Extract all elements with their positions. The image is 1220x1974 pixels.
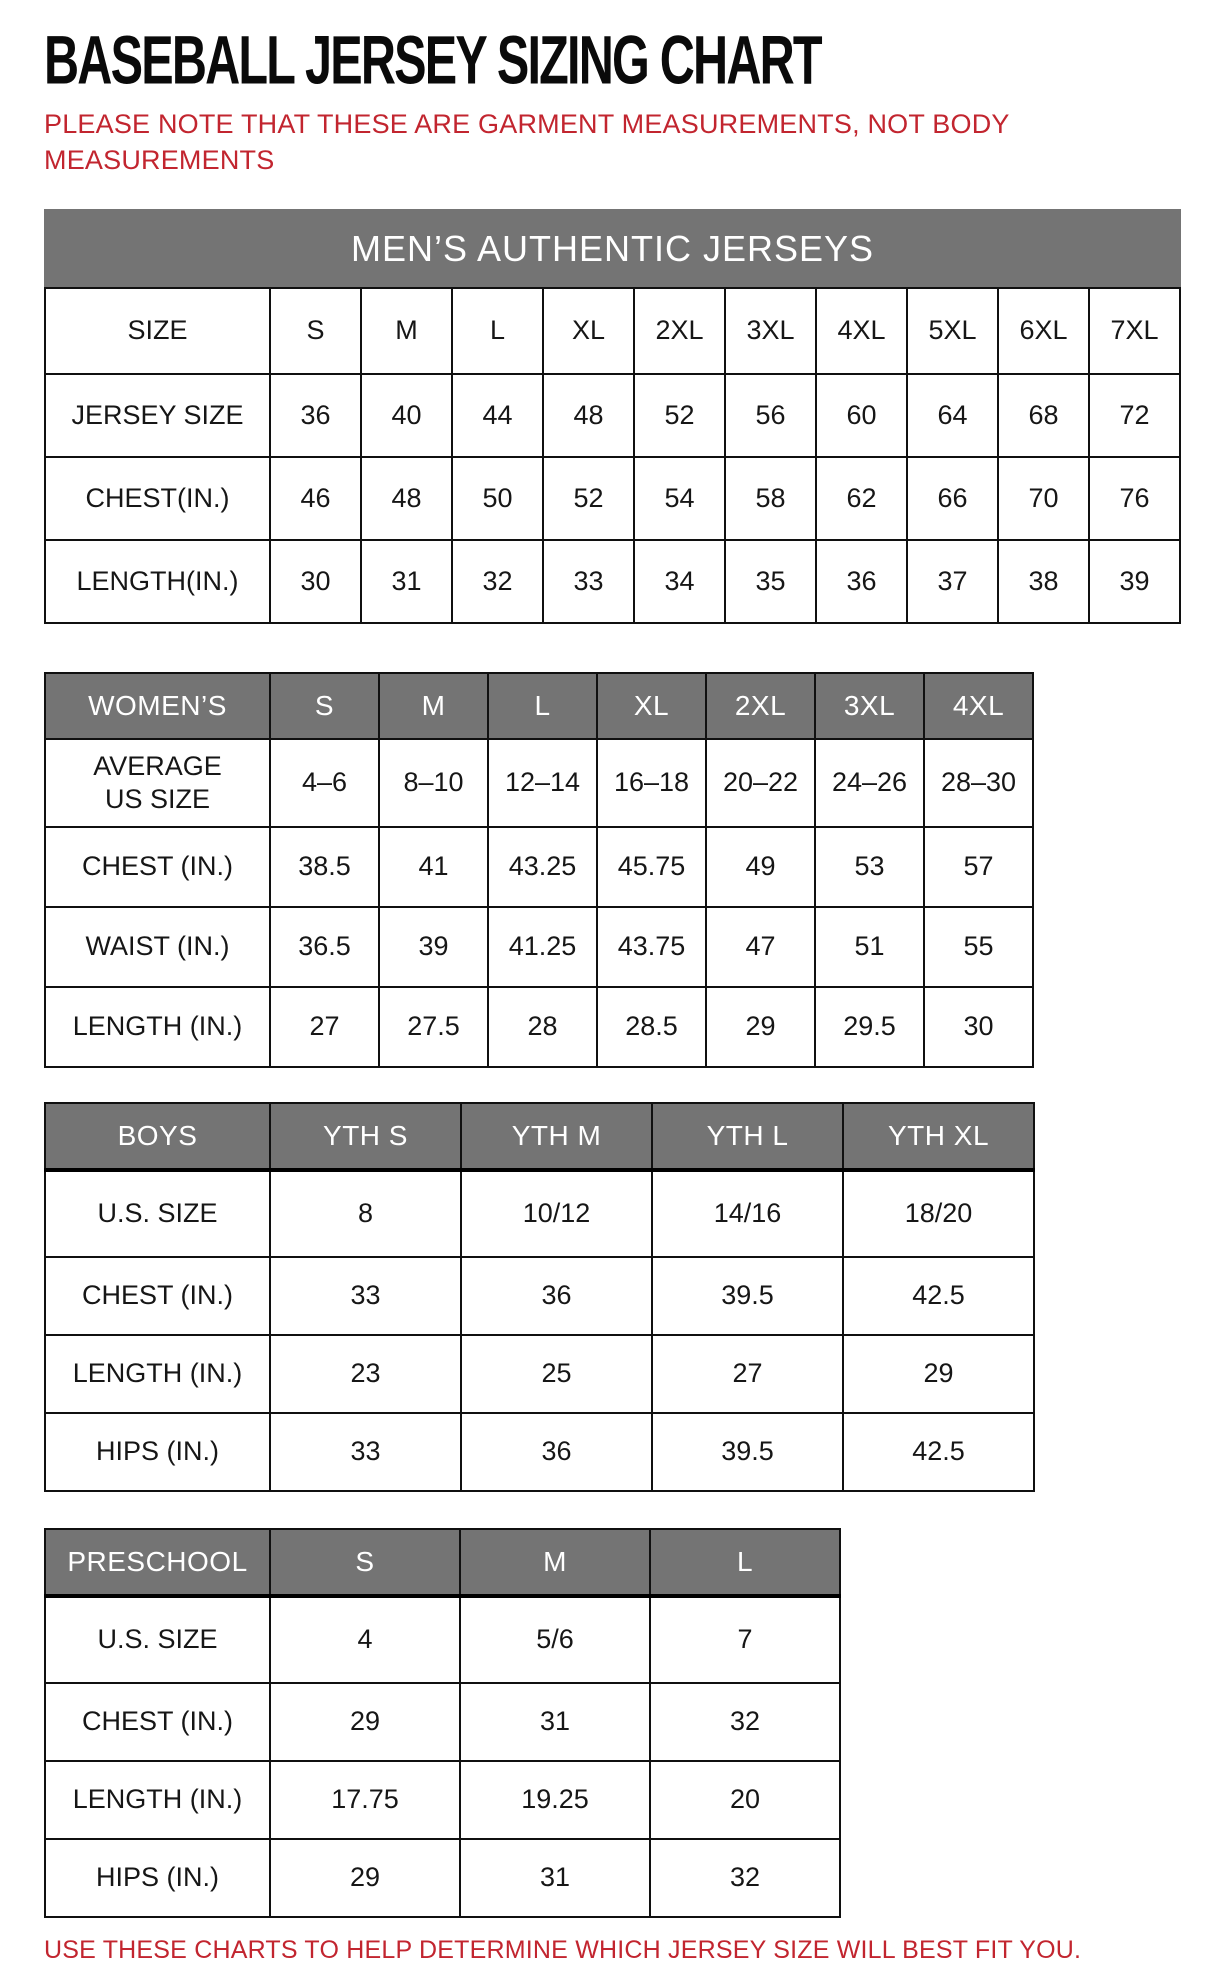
value-cell: 17.75 bbox=[270, 1761, 460, 1839]
value-cell: 27.5 bbox=[379, 987, 488, 1067]
table-row bbox=[45, 1257, 1034, 1335]
value-cell: 48 bbox=[543, 374, 634, 457]
preschool-header-row bbox=[45, 1529, 840, 1596]
value-cell: 40 bbox=[361, 374, 452, 457]
size-header-cell: 4XL bbox=[924, 673, 1033, 739]
table-row bbox=[45, 1170, 1034, 1257]
value-cell: 39.5 bbox=[652, 1413, 843, 1491]
table-row bbox=[45, 987, 1033, 1067]
table-row bbox=[45, 1839, 840, 1917]
value-cell: 76 bbox=[1089, 457, 1180, 540]
row-label: LENGTH (IN.) bbox=[45, 1335, 270, 1413]
value-cell: 41 bbox=[379, 827, 488, 907]
value-cell: 3XL bbox=[725, 288, 816, 374]
value-cell: 36 bbox=[461, 1413, 652, 1491]
value-cell: 30 bbox=[270, 540, 361, 623]
value-cell: 44 bbox=[452, 374, 543, 457]
value-cell: 7 bbox=[650, 1596, 840, 1683]
value-cell: S bbox=[270, 288, 361, 374]
row-label: CHEST(IN.) bbox=[45, 457, 270, 540]
value-cell: 30 bbox=[924, 987, 1033, 1067]
size-header-cell: S bbox=[270, 673, 379, 739]
preschool-header-label: PRESCHOOL bbox=[45, 1529, 270, 1596]
value-cell: 66 bbox=[907, 457, 998, 540]
value-cell: 29 bbox=[270, 1683, 460, 1761]
value-cell: 64 bbox=[907, 374, 998, 457]
value-cell: 34 bbox=[634, 540, 725, 623]
value-cell: 43.25 bbox=[488, 827, 597, 907]
value-cell: 23 bbox=[270, 1335, 461, 1413]
value-cell: 53 bbox=[815, 827, 924, 907]
value-cell: 31 bbox=[460, 1683, 650, 1761]
row-label: CHEST (IN.) bbox=[45, 827, 270, 907]
value-cell: XL bbox=[543, 288, 634, 374]
value-cell: 5XL bbox=[907, 288, 998, 374]
row-label: CHEST (IN.) bbox=[45, 1257, 270, 1335]
value-cell: 16–18 bbox=[597, 739, 706, 827]
row-label: U.S. SIZE bbox=[45, 1170, 270, 1257]
value-cell: 49 bbox=[706, 827, 815, 907]
value-cell: 5/6 bbox=[460, 1596, 650, 1683]
value-cell: 2XL bbox=[634, 288, 725, 374]
womens-table bbox=[44, 672, 1034, 1068]
value-cell: 18/20 bbox=[843, 1170, 1034, 1257]
value-cell: 35 bbox=[725, 540, 816, 623]
value-cell: M bbox=[361, 288, 452, 374]
value-cell: 46 bbox=[270, 457, 361, 540]
row-label: LENGTH (IN.) bbox=[45, 987, 270, 1067]
value-cell: 27 bbox=[652, 1335, 843, 1413]
value-cell: 29 bbox=[270, 1839, 460, 1917]
table-row bbox=[45, 827, 1033, 907]
value-cell: 36 bbox=[270, 374, 361, 457]
value-cell: 42.5 bbox=[843, 1257, 1034, 1335]
value-cell: 12–14 bbox=[488, 739, 597, 827]
value-cell: 4 bbox=[270, 1596, 460, 1683]
mens-table bbox=[44, 209, 1181, 624]
mens-banner: MEN’S AUTHENTIC JERSEYS bbox=[45, 210, 1180, 288]
table-row bbox=[45, 288, 1180, 374]
table-row bbox=[45, 907, 1033, 987]
preschool-table bbox=[44, 1528, 841, 1918]
value-cell: 7XL bbox=[1089, 288, 1180, 374]
value-cell: 38.5 bbox=[270, 827, 379, 907]
value-cell: 60 bbox=[816, 374, 907, 457]
value-cell: 20–22 bbox=[706, 739, 815, 827]
size-header-cell: M bbox=[379, 673, 488, 739]
note-text: PLEASE NOTE THAT THESE ARE GARMENT MEASUREMENTS, NOT BODY MEASUREMENTS bbox=[44, 109, 1010, 176]
value-cell: 29.5 bbox=[815, 987, 924, 1067]
row-label: HIPS (IN.) bbox=[45, 1413, 270, 1491]
row-label: SIZE bbox=[45, 288, 270, 374]
row-label: CHEST (IN.) bbox=[45, 1683, 270, 1761]
page-title: BASEBALL JERSEY SIZING CHART bbox=[44, 22, 821, 99]
mens-banner-row bbox=[45, 210, 1180, 288]
size-header-cell: S bbox=[270, 1529, 460, 1596]
value-cell: 52 bbox=[543, 457, 634, 540]
value-cell: 54 bbox=[634, 457, 725, 540]
value-cell: 33 bbox=[270, 1257, 461, 1335]
row-label: LENGTH (IN.) bbox=[45, 1761, 270, 1839]
value-cell: 19.25 bbox=[460, 1761, 650, 1839]
value-cell: 45.75 bbox=[597, 827, 706, 907]
value-cell: 6XL bbox=[998, 288, 1089, 374]
value-cell: 50 bbox=[452, 457, 543, 540]
value-cell: L bbox=[452, 288, 543, 374]
table-row bbox=[45, 739, 1033, 827]
row-label: U.S. SIZE bbox=[45, 1596, 270, 1683]
value-cell: 28.5 bbox=[597, 987, 706, 1067]
table-row bbox=[45, 1683, 840, 1761]
womens-header-label: WOMEN’S bbox=[45, 673, 270, 739]
value-cell: 14/16 bbox=[652, 1170, 843, 1257]
value-cell: 52 bbox=[634, 374, 725, 457]
table-row bbox=[45, 374, 1180, 457]
value-cell: 32 bbox=[452, 540, 543, 623]
value-cell: 41.25 bbox=[488, 907, 597, 987]
size-header-cell: YTH L bbox=[652, 1103, 843, 1170]
row-label: JERSEY SIZE bbox=[45, 374, 270, 457]
size-header-cell: M bbox=[460, 1529, 650, 1596]
size-header-cell: 3XL bbox=[815, 673, 924, 739]
table-row bbox=[45, 1335, 1034, 1413]
table-row bbox=[45, 1413, 1034, 1491]
row-label: LENGTH(IN.) bbox=[45, 540, 270, 623]
value-cell: 36 bbox=[816, 540, 907, 623]
value-cell: 36.5 bbox=[270, 907, 379, 987]
value-cell: 28–30 bbox=[924, 739, 1033, 827]
value-cell: 70 bbox=[998, 457, 1089, 540]
value-cell: 68 bbox=[998, 374, 1089, 457]
value-cell: 51 bbox=[815, 907, 924, 987]
value-cell: 4–6 bbox=[270, 739, 379, 827]
value-cell: 62 bbox=[816, 457, 907, 540]
value-cell: 29 bbox=[706, 987, 815, 1067]
value-cell: 8 bbox=[270, 1170, 461, 1257]
size-header-cell: 2XL bbox=[706, 673, 815, 739]
boys-header-row bbox=[45, 1103, 1034, 1170]
value-cell: 29 bbox=[843, 1335, 1034, 1413]
value-cell: 42.5 bbox=[843, 1413, 1034, 1491]
value-cell: 55 bbox=[924, 907, 1033, 987]
size-header-cell: YTH XL bbox=[843, 1103, 1034, 1170]
row-label: WAIST (IN.) bbox=[45, 907, 270, 987]
value-cell: 56 bbox=[725, 374, 816, 457]
value-cell: 28 bbox=[488, 987, 597, 1067]
size-header-cell: XL bbox=[597, 673, 706, 739]
value-cell: 32 bbox=[650, 1683, 840, 1761]
value-cell: 43.75 bbox=[597, 907, 706, 987]
womens-header-row bbox=[45, 673, 1033, 739]
size-header-cell: L bbox=[488, 673, 597, 739]
value-cell: 39 bbox=[379, 907, 488, 987]
value-cell: 20 bbox=[650, 1761, 840, 1839]
value-cell: 32 bbox=[650, 1839, 840, 1917]
table-row bbox=[45, 457, 1180, 540]
value-cell: 48 bbox=[361, 457, 452, 540]
value-cell: 36 bbox=[461, 1257, 652, 1335]
value-cell: 58 bbox=[725, 457, 816, 540]
row-label: AVERAGE US SIZE bbox=[45, 739, 270, 827]
size-header-cell: YTH M bbox=[461, 1103, 652, 1170]
value-cell: 38 bbox=[998, 540, 1089, 623]
value-cell: 31 bbox=[361, 540, 452, 623]
size-header-cell: YTH S bbox=[270, 1103, 461, 1170]
value-cell: 10/12 bbox=[461, 1170, 652, 1257]
footer-text: USE THESE CHARTS TO HELP DETERMINE WHICH JERSEY SIZE WILL BEST FIT YOU. bbox=[44, 1935, 1082, 1964]
value-cell: 24–26 bbox=[815, 739, 924, 827]
row-label: HIPS (IN.) bbox=[45, 1839, 270, 1917]
value-cell: 47 bbox=[706, 907, 815, 987]
value-cell: 37 bbox=[907, 540, 998, 623]
table-row bbox=[45, 1761, 840, 1839]
value-cell: 33 bbox=[270, 1413, 461, 1491]
value-cell: 31 bbox=[460, 1839, 650, 1917]
value-cell: 8–10 bbox=[379, 739, 488, 827]
table-row bbox=[45, 1596, 840, 1683]
value-cell: 39.5 bbox=[652, 1257, 843, 1335]
value-cell: 33 bbox=[543, 540, 634, 623]
value-cell: 72 bbox=[1089, 374, 1180, 457]
boys-header-label: BOYS bbox=[45, 1103, 270, 1170]
value-cell: 4XL bbox=[816, 288, 907, 374]
size-header-cell: L bbox=[650, 1529, 840, 1596]
value-cell: 39 bbox=[1089, 540, 1180, 623]
value-cell: 57 bbox=[924, 827, 1033, 907]
value-cell: 25 bbox=[461, 1335, 652, 1413]
value-cell: 27 bbox=[270, 987, 379, 1067]
table-row bbox=[45, 540, 1180, 623]
boys-table bbox=[44, 1102, 1035, 1492]
